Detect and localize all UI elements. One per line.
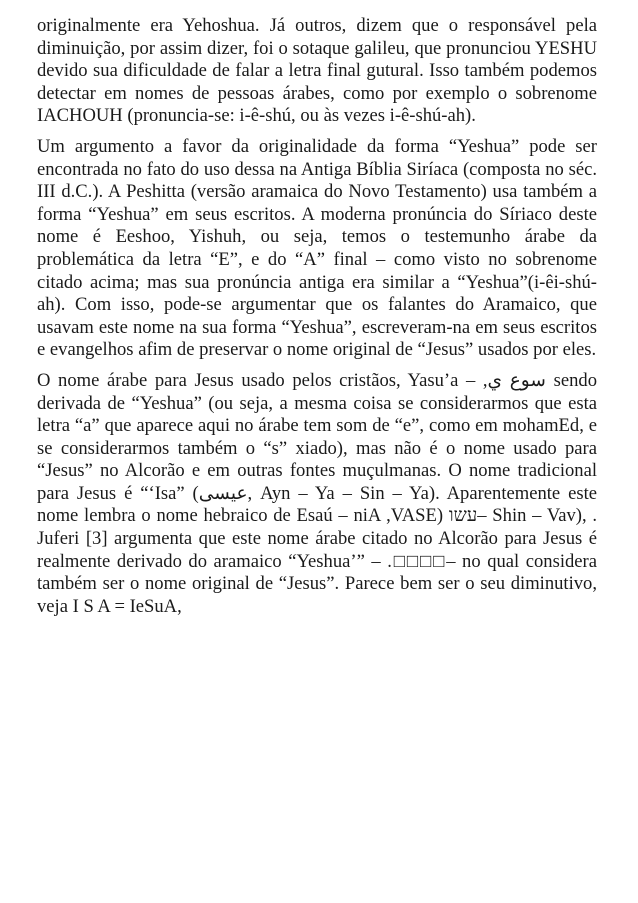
document-page bbox=[37, 15, 597, 618]
paragraph-name-origin: originalmente era Yehoshua. Já outros, dizem que o responsável pela diminuição, por assim dizer, foi o sotaque galileu, que pronunciou YESHU devido sua dificuldade de falar a letra final gutural. Isso também podemos detectar em nomes de pessoas árabes, como por exemplo o sobrenome IACHOUH (pronuncia-se: i-ê-shú, ou às vezes i-ê-shú-ah). bbox=[37, 15, 597, 127]
paragraph-yeshua-argument: Um argumento a favor da originalidade da forma “Yeshua” pode ser encontrada no fato do uso dessa na Antiga Bíblia Siríaca (composta no séc. III d.C.). A Peshitta (versão aramaica do Novo Testamento) usa também a forma “Yeshua” em seus escritos. A moderna pronúncia do Síriaco deste nome é Eeshoo, Yishuh, ou seja, temos o testemunho árabe da problemática da letra “E”, e do “A” final – como visto no sobrenome citado acima; mas sua pronúncia antiga era similar a “Yeshua”(i-êi-shú-ah). Com isso, pode-se argumentar que os falantes do Aramaico, que usavam este nome na sua forma “Yeshua”, escreveram-na em seus escritos e evangelhos afim de preservar o nome original de “Jesus” usados por eles. bbox=[37, 135, 597, 361]
paragraph-arabic-name: O nome árabe para Jesus usado pelos cristãos, Yasu’a – ,سوع ي sendo derivada de “Yeshua” (ou seja, a mesma coisa se considerarmos que esta letra “a” que aparece aqui no árabe tem som de “e”, como em mohamEd, e se considerarmos também o “s” xiado), mas não é o nome usado para “Jesus” no Alcorão e em outras fontes muçulmanas. O nome tradicional para Jesus é “‘Isa” (عيسى, Ayn – Ya – Sin – Ya). Aparentemente este nome lembra o nome hebraico de Esaú – niA ,VASE) עשו– Shin – Vav), . Juferi [3] argumenta que este nome árabe citado no Alcorão para Jesus é realmente derivado do aramaico “Yeshua’” – .□□□□– no qual considera também ser o nome original de “Jesus”. Parece bem ser o seu diminutivo, veja I S A = IeSuA, bbox=[37, 369, 597, 617]
